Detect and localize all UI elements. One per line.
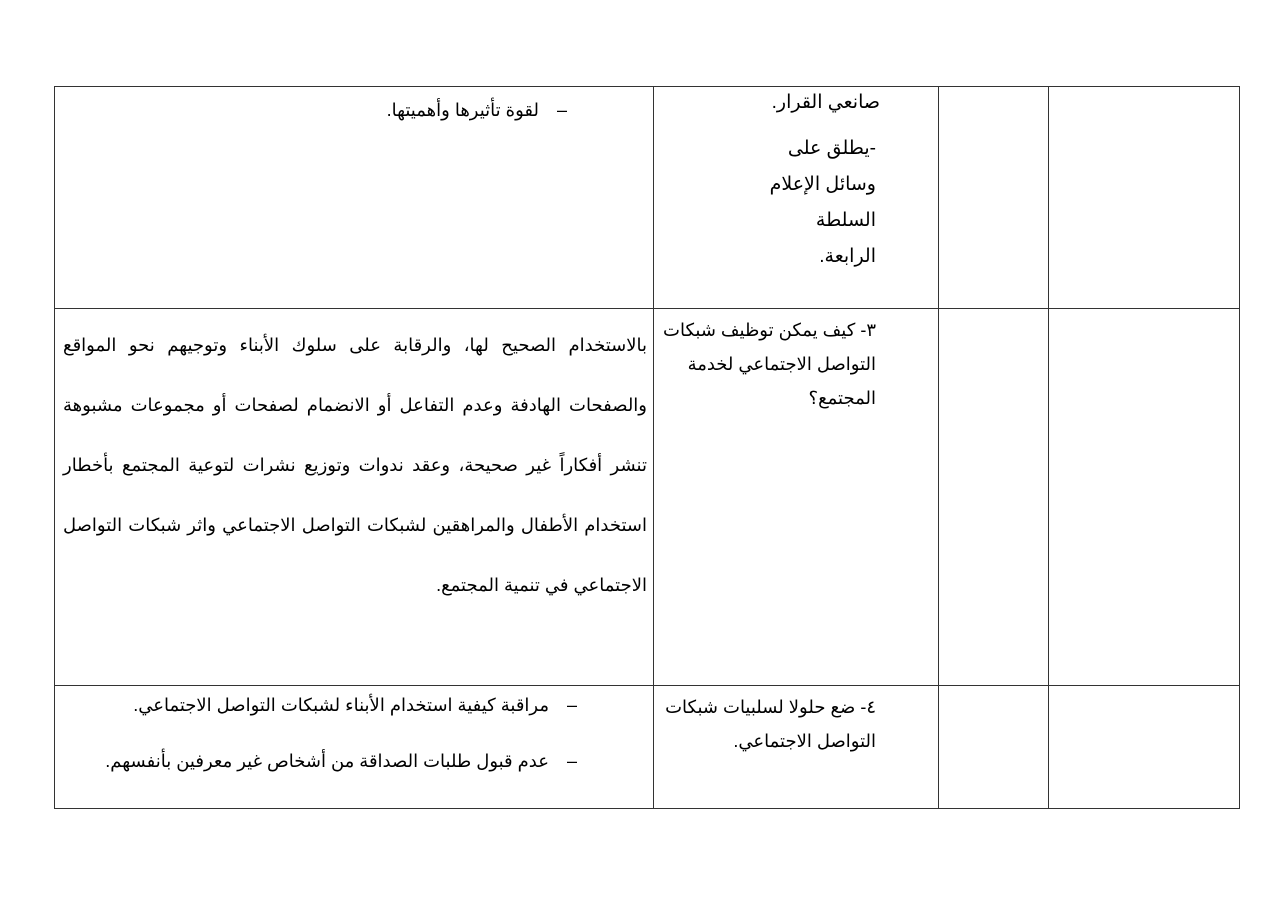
question-text: -يطلق على وسائل الإعلام السلطة الرابعة. xyxy=(769,138,876,267)
list-item-text: عدم قبول طلبات الصداقة من أشخاص غير معرفين بأنفسهم. xyxy=(105,751,549,771)
question-cell xyxy=(654,87,939,309)
empty-cell xyxy=(1049,686,1240,809)
answer-list xyxy=(55,692,653,774)
question-cell xyxy=(654,309,939,686)
question-number: ٤- xyxy=(860,697,876,717)
table-row xyxy=(55,686,1240,809)
answer-cell xyxy=(55,309,654,686)
question-text: ضع حلولا لسلبيات شبكات التواصل الاجتماعي. xyxy=(665,697,876,751)
answer-cell xyxy=(55,686,654,809)
answer-text: لقوة تأثيرها وأهميتها. xyxy=(386,100,539,120)
list-item-text: مراقبة كيفية استخدام الأبناء لشبكات التواصل الاجتماعي. xyxy=(133,695,549,715)
question-text: صانعي القرار. xyxy=(771,92,880,113)
answer-bullet xyxy=(55,97,567,123)
dash-marker: – xyxy=(566,695,577,715)
question-number: ٣- xyxy=(860,320,876,340)
answer-paragraph: بالاستخدام الصحيح لها، والرقابة على سلوك الأبناء وتوجيهم نحو المواقع والصفحات الهادفة وعدم التفاعل أو الانضمام لصفحات أو مجموعات مشبوهة تنشر أفكاراً غير صحيحة، وعقد ندوات وتوزيع نشرات لتوعية المجتمع بأخطار استخدام الأطفال والمراهقين لشبكات التواصل الاجتماعي واثر شبكات التواصل الاجتماعي في تنمية المجتمع. xyxy=(63,335,647,595)
empty-cell xyxy=(1049,309,1240,686)
empty-cell xyxy=(939,686,1049,809)
list-item xyxy=(55,692,577,718)
list-item xyxy=(55,748,577,774)
numbered-question xyxy=(654,690,876,758)
table-row xyxy=(55,87,1240,309)
empty-cell xyxy=(939,309,1049,686)
empty-cell xyxy=(1049,87,1240,309)
answer-cell xyxy=(55,87,654,309)
dash-marker: – xyxy=(566,751,577,771)
table-row xyxy=(55,309,1240,686)
question-cell xyxy=(654,686,939,809)
dash-marker: – xyxy=(556,100,567,120)
numbered-question xyxy=(654,313,876,415)
question-text: كيف يمكن توظيف شبكات التواصل الاجتماعي لخدمة المجتمع؟ xyxy=(663,320,876,408)
answer-table xyxy=(54,86,1240,809)
empty-cell xyxy=(939,87,1049,309)
